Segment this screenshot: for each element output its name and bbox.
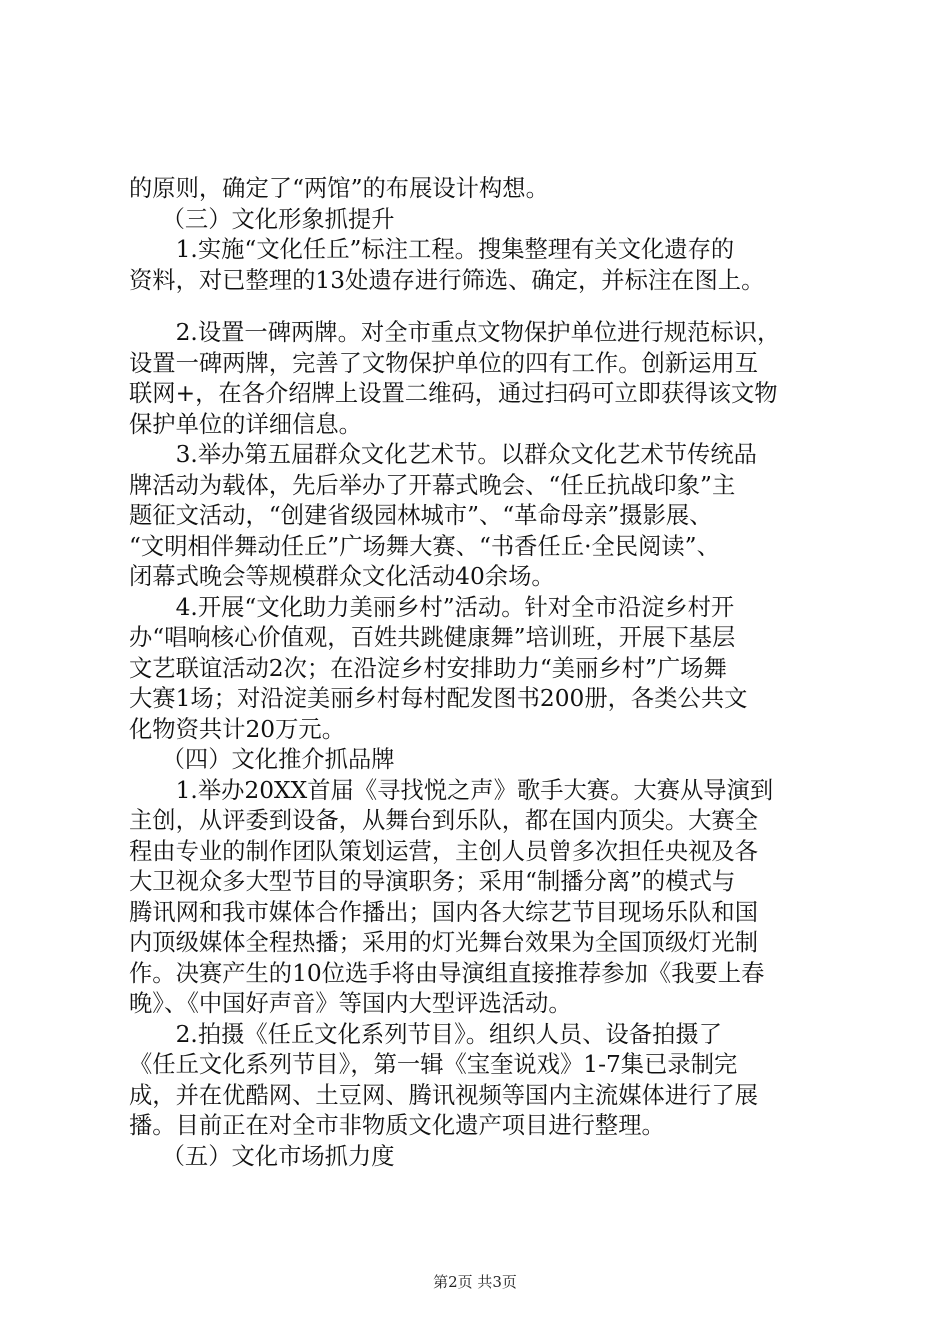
text-line: 资料，对已整理的13处遗存进行筛选、确定，并标注在图上。 xyxy=(129,266,765,294)
text-line: 办“唱响核心价值观，百姓共跳健康舞”培训班，开展下基层 xyxy=(129,624,736,651)
text-line: 主创，从评委到设备，从舞台到乐队，都在国内顶尖。大赛全 xyxy=(129,807,759,834)
text-line: （四）文化推介抓品牌 xyxy=(161,746,395,773)
text-line: 成，并在优酷网、土豆网、腾讯视频等国内主流媒体进行了展 xyxy=(129,1081,759,1109)
text-line: 牌活动为载体，先后举办了开幕式晚会、“任丘抗战印象”主 xyxy=(129,471,736,499)
text-line: （五）文化市场抓力度 xyxy=(161,1142,395,1170)
text-line: 1.举办20XX首届《寻找悦之声》歌手大赛。大赛从导演到 xyxy=(175,776,774,804)
text-line: 3.举办第五届群众文化艺术节。以群众文化艺术节传统品 xyxy=(175,441,757,468)
text-line: 保护单位的详细信息。 xyxy=(129,410,362,438)
text-line: 大赛1场；对沿淀美丽乡村每村配发图书200册，各类公共文 xyxy=(129,685,748,712)
text-line: 作。决赛产生的10位选手将由导演组直接推荐参加《我要上春 xyxy=(129,959,765,987)
text-line: 联网+，在各介绍牌上设置二维码，通过扫码可立即获得该文物 xyxy=(129,380,778,407)
text-line: 文艺联谊活动2次；在沿淀乡村安排助力“美丽乡村”广场舞 xyxy=(129,654,727,682)
text-line: 设置一碑两牌，完善了文物保护单位的四有工作。创新运用互 xyxy=(129,349,759,377)
text-line: 2.设置一碑两牌。对全市重点文物保护单位进行规范标识， xyxy=(175,319,781,346)
text-line: 化物资共计20万元。 xyxy=(129,715,346,743)
text-line: 播。目前正在对全市非物质文化遗产项目进行整理。 xyxy=(129,1112,665,1139)
text-line: 4.开展“文化助力美丽乡村”活动。针对全市沿淀乡村开 xyxy=(175,593,735,621)
paragraph-gap xyxy=(129,296,829,318)
text-line: 1.实施“文化任丘”标注工程。搜集整理有关文化遗存的 xyxy=(175,236,735,263)
text-line: “文明相伴舞动任丘”广场舞大赛、“书香任丘·全民阅读”、 xyxy=(129,532,720,560)
text-line: 闭幕式晚会等规模群众文化活动40余场。 xyxy=(129,563,555,590)
text-line: 题征文活动，“创建省级园林城市”、“革命母亲”摄影展、 xyxy=(129,502,713,529)
document-body xyxy=(129,174,829,1172)
text-line: 《任丘文化系列节目》，第一辑《宝奎说戏》1-7集已录制完 xyxy=(129,1051,738,1078)
text-line: 的原则，确定了“两馆”的布展设计构想。 xyxy=(129,175,549,202)
page-footer: 第2页 共3页 xyxy=(433,1273,517,1291)
text-line: 程由专业的制作团队策划运营，主创人员曾多次担任央视及各 xyxy=(129,837,759,865)
text-line: 2.拍摄《任丘文化系列节目》。组织人员、设备拍摄了 xyxy=(175,1020,722,1048)
text-line: 腾讯网和我市媒体合作播出；国内各大综艺节目现场乐队和国 xyxy=(129,898,759,926)
text-line: 大卫视众多大型节目的导演职务；采用“制播分离”的模式与 xyxy=(129,868,736,895)
text-line: （三）文化形象抓提升 xyxy=(161,205,395,233)
text-line: 内顶级媒体全程热播；采用的灯光舞台效果为全国顶级灯光制 xyxy=(129,929,759,956)
text-line: 晚》、《中国好声音》等国内大型评选活动。 xyxy=(129,990,572,1017)
